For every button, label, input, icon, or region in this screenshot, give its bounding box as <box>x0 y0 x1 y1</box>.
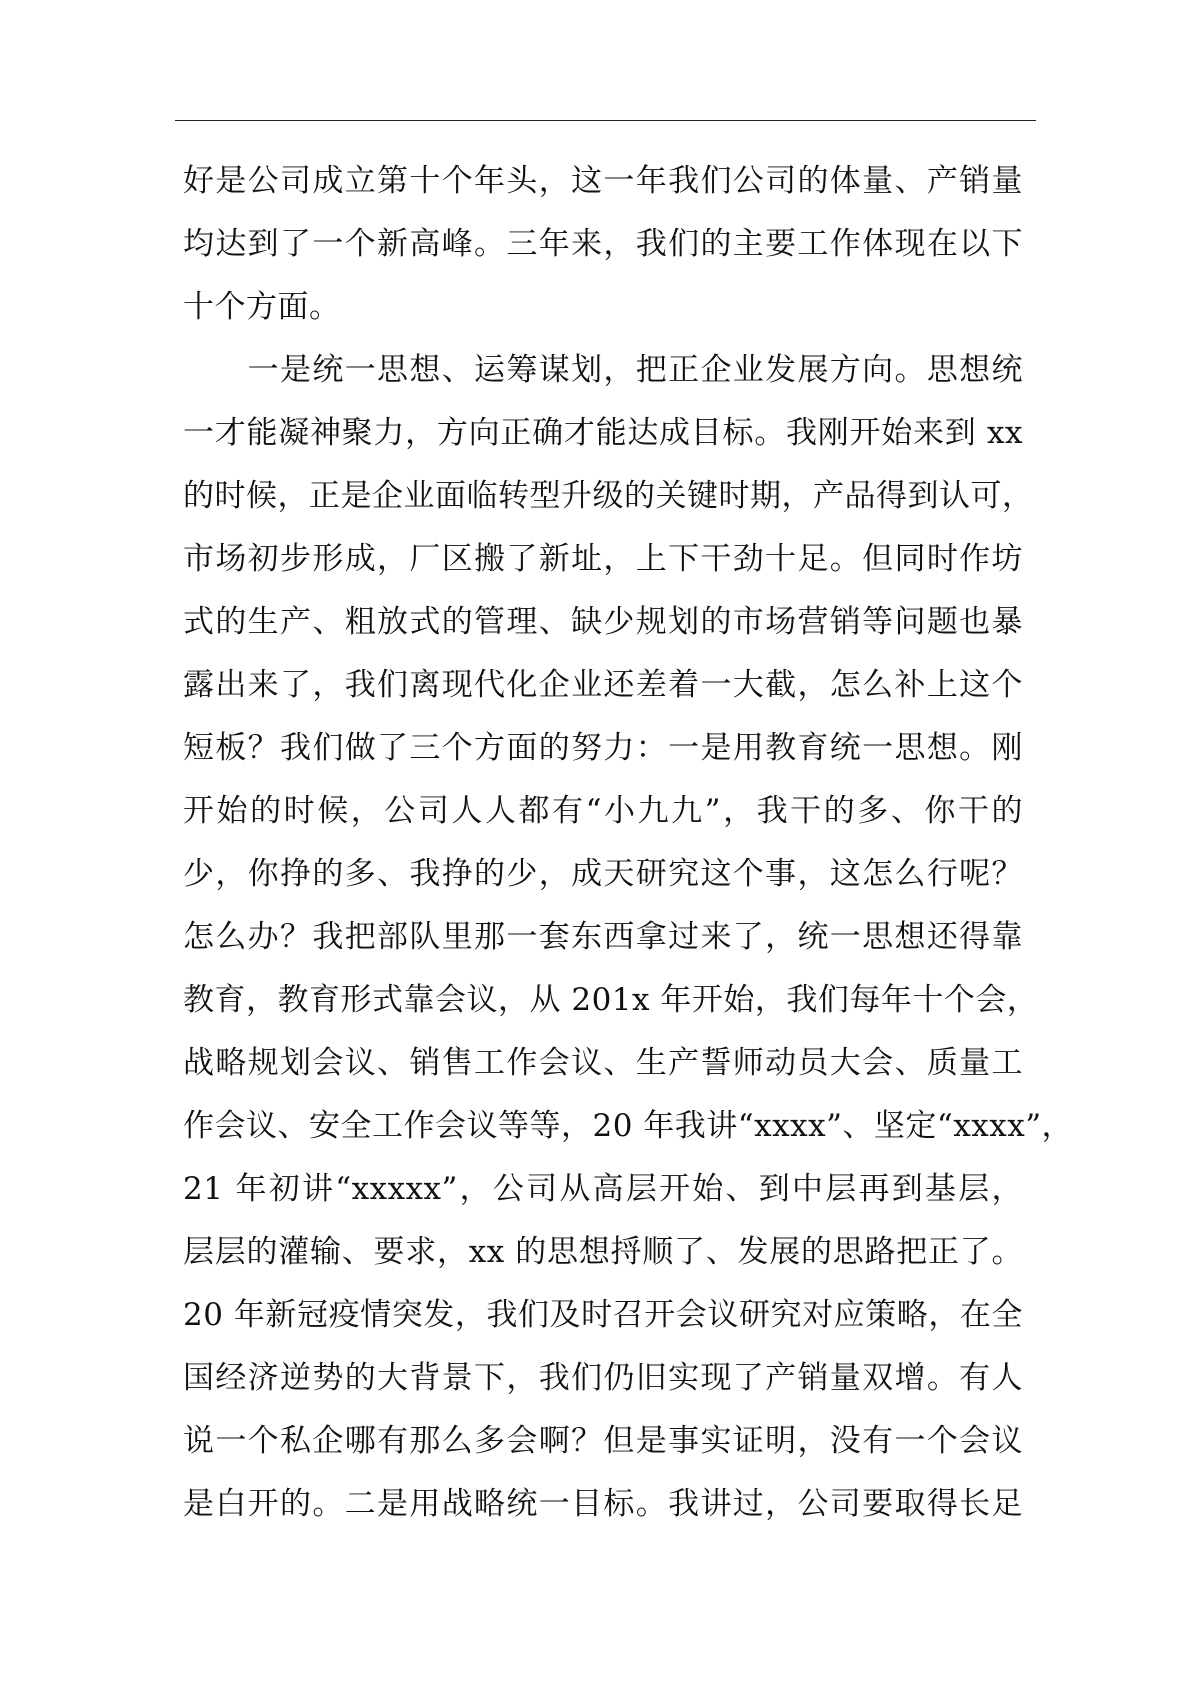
text-line: 战略规划会议、销售工作会议、生产誓师动员大会、质量工 <box>183 1045 1023 1081</box>
text-line: 21 年初讲“xxxxx”，公司从高层开始、到中层再到基层， <box>183 1171 1023 1207</box>
text-line: 国经济逆势的大背景下，我们仍旧实现了产销量双增。有人 <box>183 1360 1023 1396</box>
text-line: 少，你挣的多、我挣的少，成天研究这个事，这怎么行呢？ <box>183 856 1023 892</box>
text-line: 开始的时候，公司人人都有“小九九”，我干的多、你干的 <box>183 793 1023 829</box>
text-line: 一是统一思想、运筹谋划，把正企业发展方向。思想统 <box>183 352 1023 388</box>
text-line: 好是公司成立第十个年头，这一年我们公司的体量、产销量 <box>183 163 1023 199</box>
text-line: 教育，教育形式靠会议，从 201x 年开始，我们每年十个会， <box>183 982 1039 1018</box>
header-rule <box>175 120 1036 121</box>
text-line: 十个方面。 <box>183 289 341 325</box>
text-line: 是白开的。二是用战略统一目标。我讲过，公司要取得长足 <box>183 1486 1023 1522</box>
text-line: 层层的灌输、要求，xx 的思想捋顺了、发展的思路把正了。 <box>183 1234 1023 1270</box>
text-line: 说一个私企哪有那么多会啊？但是事实证明，没有一个会议 <box>183 1423 1023 1459</box>
text-line: 短板？我们做了三个方面的努力：一是用教育统一思想。刚 <box>183 730 1023 766</box>
text-line: 市场初步形成，厂区搬了新址，上下干劲十足。但同时作坊 <box>183 541 1023 577</box>
body-text <box>183 150 1074 1536</box>
text-line: 露出来了，我们离现代化企业还差着一大截，怎么补上这个 <box>183 667 1023 703</box>
text-line: 作会议、安全工作会议等等，20 年我讲“xxxx”、坚定“xxxx”， <box>183 1108 1074 1144</box>
text-line: 均达到了一个新高峰。三年来，我们的主要工作体现在以下 <box>183 226 1023 262</box>
text-line: 式的生产、粗放式的管理、缺少规划的市场营销等问题也暴 <box>183 604 1023 640</box>
text-line: 的时候，正是企业面临转型升级的关键时期，产品得到认可， <box>183 478 1034 514</box>
text-line: 怎么办？我把部队里那一套东西拿过来了，统一思想还得靠 <box>183 919 1023 955</box>
text-line: 一才能凝神聚力，方向正确才能达成目标。我刚开始来到 xx <box>183 415 1023 451</box>
text-line: 20 年新冠疫情突发，我们及时召开会议研究对应策略，在全 <box>183 1297 1023 1333</box>
